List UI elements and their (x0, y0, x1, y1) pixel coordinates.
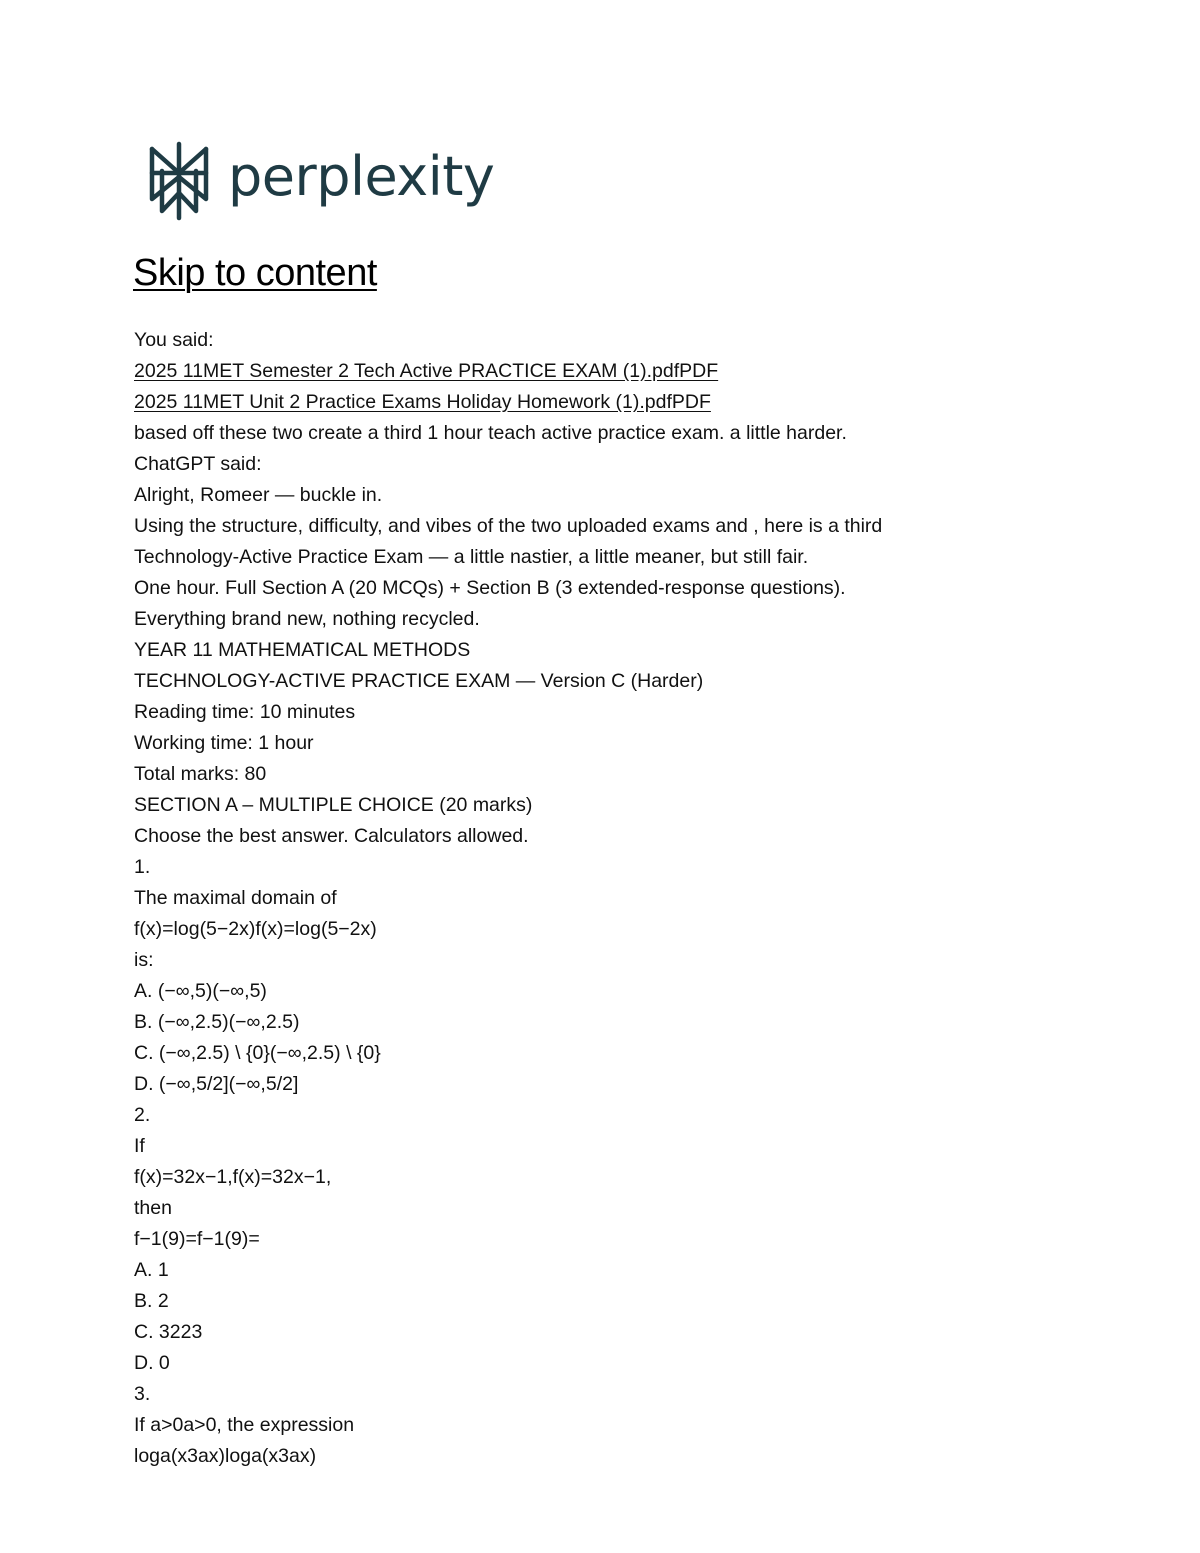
skip-to-content-link[interactable]: Skip to content (133, 252, 377, 294)
question-stem: loga(x3ax)loga(x3ax) (134, 1445, 317, 1467)
exam-title: TECHNOLOGY-ACTIVE PRACTICE EXAM — Version C (Harder) (134, 670, 704, 692)
intro-line: Technology-Active Practice Exam — a little nastier, a little meaner, but still fair. (134, 546, 809, 568)
perplexity-logo (146, 140, 494, 222)
working-time: Working time: 1 hour (134, 732, 314, 754)
perplexity-logo-icon (146, 141, 212, 221)
attachment-link-1[interactable]: 2025 11MET Semester 2 Tech Active PRACTICE EXAM (1).pdfPDF (134, 360, 719, 382)
answer-option: A. (−∞,5)(−∞,5) (134, 980, 267, 1002)
logo-wordmark: perplexity (228, 145, 495, 208)
section-a-heading: SECTION A – MULTIPLE CHOICE (20 marks) (134, 794, 533, 816)
attachment-link-2[interactable]: 2025 11MET Unit 2 Practice Exams Holiday Homework (1).pdfPDF (134, 391, 711, 413)
assistant-label: ChatGPT said: (134, 453, 262, 475)
intro-line: Alright, Romeer — buckle in. (134, 484, 383, 506)
total-marks: Total marks: 80 (134, 763, 267, 785)
answer-option: D. 0 (134, 1352, 170, 1374)
user-label: You said: (134, 329, 214, 351)
intro-line: Everything brand new, nothing recycled. (134, 608, 480, 630)
question-stem: then (134, 1197, 172, 1219)
answer-option: B. (−∞,2.5)(−∞,2.5) (134, 1011, 300, 1033)
question-number: 2. (134, 1104, 151, 1126)
conversation-content (134, 325, 1134, 1472)
answer-option: D. (−∞,5/2](−∞,5/2] (134, 1073, 299, 1095)
answer-option: A. 1 (134, 1259, 169, 1281)
answer-option: C. (−∞,2.5) \ {0}(−∞,2.5) \ {0} (134, 1042, 381, 1064)
question-stem: is: (134, 949, 154, 971)
question-number: 1. (134, 856, 151, 878)
user-message: based off these two create a third 1 hour teach active practice exam. a little harder. (134, 422, 847, 444)
answer-option: B. 2 (134, 1290, 169, 1312)
reading-time: Reading time: 10 minutes (134, 701, 356, 723)
section-a-instructions: Choose the best answer. Calculators allowed. (134, 825, 529, 847)
question-number: 3. (134, 1383, 151, 1405)
question-stem: f(x)=log(5−2x)f(x)=log(5−2x) (134, 918, 377, 940)
exam-subject: YEAR 11 MATHEMATICAL METHODS (134, 639, 471, 661)
question-stem: The maximal domain of (134, 887, 337, 909)
question-stem: f−1(9)=f−1(9)= (134, 1228, 260, 1250)
question-stem: f(x)=32x−1,f(x)=32x−1, (134, 1166, 332, 1188)
question-stem: If (134, 1135, 145, 1157)
answer-option: C. 3223 (134, 1321, 203, 1343)
intro-line: Using the structure, difficulty, and vibes of the two uploaded exams and , here is a third (134, 515, 883, 537)
intro-line: One hour. Full Section A (20 MCQs) + Section B (3 extended-response questions). (134, 577, 846, 599)
question-stem: If a>0a>0, the expression (134, 1414, 355, 1436)
